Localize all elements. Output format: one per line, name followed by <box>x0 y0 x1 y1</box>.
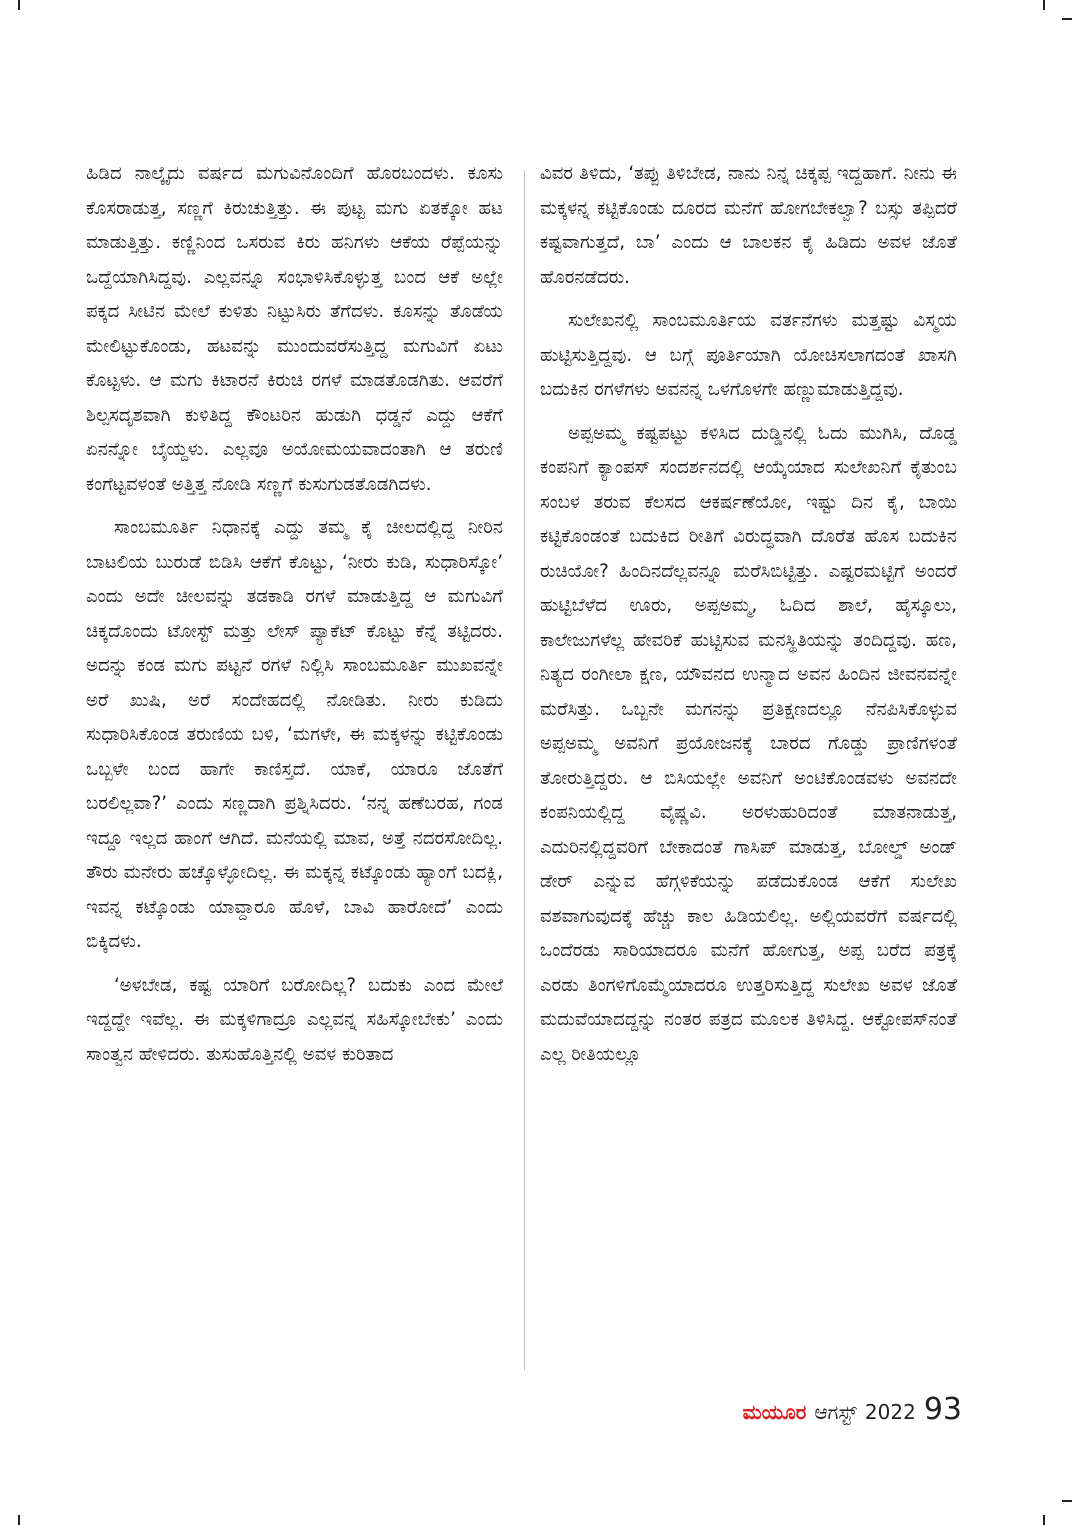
crop-mark-right-lower <box>1062 1500 1072 1502</box>
crop-mark-bottom-right <box>1043 1515 1045 1525</box>
paragraph: ಹಿಡಿದ ನಾಲ್ಕೈದು ವರ್ಷದ ಮಗುವಿನೊಂದಿಗೆ ಹೊರಬಂದಳು. ಕೂಸು ಕೊಸರಾಡುತ್ತ, ಸಣ್ಣಗೆ ಕಿರುಚುತ್ತಿತ್ತು. ಈ ಪುಟ್ಟ ಮಗು ಏತಕ್ಕೋ ಹಟ ಮಾಡುತ್ತಿತ್ತು. ಕಣ್ಣಿನಿಂದ ಒಸರುವ ಕಿರು ಹನಿಗಳು ಆಕೆಯ ರೆಪ್ಪೆಯನ್ನು ಒದ್ದೆಯಾಗಿಸಿದ್ದವು. ಎಲ್ಲವನ್ನೂ ಸಂಭಾಳಿಸಿಕೊಳ್ಳುತ್ತ ಬಂದ ಆಕೆ ಅಲ್ಲೇ ಪಕ್ಕದ ಸೀಟಿನ ಮೇಲೆ ಕುಳಿತು ನಿಟ್ಟುಸಿರು ತೆಗೆದಳು. ಕೂಸನ್ನು ತೊಡೆಯ ಮೇಲಿಟ್ಟುಕೊಂಡು, ಹಟವನ್ನು ಮುಂದುವರೆಸುತ್ತಿದ್ದ ಮಗುವಿಗೆ ಏಟು ಕೊಟ್ಟಳು. ಆ ಮಗು ಕಿಟಾರನೆ ಕಿರುಚಿ ರಗಳೆ ಮಾಡತೊಡಗಿತು. ಆವರೆಗೆ ಶಿಲ್ಪಸದೃಶವಾಗಿ ಕುಳಿತಿದ್ದ ಕೌಂಟರಿನ ಹುಡುಗಿ ಧಡ್ಡನೆ ಎದ್ದು ಆಕೆಗೆ ಏನನ್ನೋ ಬೈಯ್ದಳು. ಎಲ್ಲವೂ ಅಯೋಮಯವಾದಂತಾಗಿ ಆ ತರುಣಿ ಕಂಗೆಟ್ಟವಳಂತೆ ಅತ್ತಿತ್ತ ನೋಡಿ ಸಣ್ಣಗೆ ಕುಸುಗುಡತೊಡಗಿದಳು. <box>86 163 503 495</box>
paragraph: ಸುಲೇಖನಲ್ಲಿ ಸಾಂಬಮೂರ್ತಿಯ ವರ್ತನೆಗಳು ಮತ್ತಷ್ಟು ವಿಸ್ಮಯ ಹುಟ್ಟಿಸುತ್ತಿದ್ದವು. ಆ ಬಗ್ಗೆ ಪೂರ್ತಿಯಾಗಿ ಯೋಚಿಸಲಾಗದಂತೆ ಖಾಸಗಿ ಬದುಕಿನ ರಗಳೆಗಳು ಅವನನ್ನ ಒಳಗೊಳಗೇ ಹಣ್ಣುಮಾಡುತ್ತಿದ್ದವು. <box>540 310 957 400</box>
magazine-name: ಮಯೂರ <box>742 1400 807 1424</box>
left-column <box>86 157 503 1081</box>
paragraph: ಸಾಂಬಮೂರ್ತಿ ನಿಧಾನಕ್ಕೆ ಎದ್ದು ತಮ್ಮ ಕೈ ಚೀಲದಲ್ಲಿದ್ದ ನೀರಿನ ಬಾಟಲಿಯ ಬುರುಡೆ ಬಿಡಿಸಿ ಆಕೆಗೆ ಕೊಟ್ಟು, ‘ನೀರು ಕುಡಿ, ಸುಧಾರಿಸ್ಕೋ’ ಎಂದು ಅದೇ ಚೀಲವನ್ನು ತಡಕಾಡಿ ರಗಳೆ ಮಾಡುತ್ತಿದ್ದ ಆ ಮಗುವಿಗೆ ಚಿಕ್ಕದೊಂದು ಟೋಸ್ಟ್ ಮತ್ತು ಲೇಸ್ ಪ್ಯಾಕೆಟ್ ಕೊಟ್ಟು ಕೆನ್ನೆ ತಟ್ಟಿದರು. ಅದನ್ನು ಕಂಡ ಮಗು ಪಟ್ಟನೆ ರಗಳೆ ನಿಲ್ಲಿಸಿ ಸಾಂಬಮೂರ್ತಿ ಮುಖವನ್ನೇ ಅರೆ ಖುಷಿ, ಅರೆ ಸಂದೇಹದಲ್ಲಿ ನೋಡಿತು. ನೀರು ಕುಡಿದು ಸುಧಾರಿಸಿಕೊಂಡ ತರುಣಿಯ ಬಳಿ, ‘ಮಗಳೇ, ಈ ಮಕ್ಕಳನ್ನು ಕಟ್ಟಿಕೊಂಡು ಒಬ್ಬಳೇ ಬಂದ ಹಾಗೇ ಕಾಣಿಸ್ತದೆ. ಯಾಕೆ, ಯಾರೂ ಜೊತೆಗೆ ಬರಲಿಲ್ಲವಾ?’ ಎಂದು ಸಣ್ಣದಾಗಿ ಪ್ರಶ್ನಿಸಿದರು. ‘ನನ್ನ ಹಣೆಬರಹ, ಗಂಡ ಇದ್ದೂ ಇಲ್ಲದ ಹಾಂಗೆ ಆಗಿದೆ. ಮನೆಯಲ್ಲಿ ಮಾವ, ಅತ್ತೆ ನದರಸೋದಿಲ್ಲ. ತೌರು ಮನೇರು ಹಚ್ಕೊಳ್ಳೋದಿಲ್ಲ. ಈ ಮಕ್ಕನ್ನ ಕಟ್ಕೊಂಡು ಹ್ಯಾಂಗೆ ಬದಕ್ಲಿ, ಇವನ್ನ ಕಟ್ಕೊಂಡು ಯಾವ್ದಾರೂ ಹೊಳೆ, ಬಾವಿ ಹಾರೋದೆ’ ಎಂದು ಬಿಕ್ಕಿದಳು. <box>86 517 503 952</box>
crop-mark-bottom-left <box>18 1515 20 1525</box>
paragraph: ‘ಅಳಬೇಡ, ಕಷ್ಟ ಯಾರಿಗೆ ಬರೋದಿಲ್ಲ? ಬದುಕು ಎಂದ ಮೇಲೆ ಇದ್ದದ್ದೇ ಇವೆಲ್ಲ. ಈ ಮಕ್ಕಳಿಗಾದ್ರೂ ಎಲ್ಲವನ್ನ ಸಹಿಸ್ಕೋಬೇಕು’ ಎಂದು ಸಾಂತ್ವನ ಹೇಳಿದರು. ತುಸುಹೊತ್ತಿನಲ್ಲಿ ಅವಳ ಕುರಿತಾದ <box>86 974 503 1065</box>
issue-year: 2022 <box>864 1400 916 1424</box>
column-divider <box>524 170 525 1370</box>
page-number: 93 <box>923 1392 962 1427</box>
issue-month: ಆಗಸ್ಟ್ <box>814 1400 857 1424</box>
right-column <box>540 157 957 1081</box>
paragraph: ಅಪ್ಪಅಮ್ಮ ಕಷ್ಟಪಟ್ಟು ಕಳಿಸಿದ ದುಡ್ಡಿನಲ್ಲಿ ಓದು ಮುಗಿಸಿ, ದೊಡ್ಡ ಕಂಪನಿಗೆ ಕ್ಯಾಂಪಸ್ ಸಂದರ್ಶನದಲ್ಲಿ ಆಯ್ಕೆಯಾದ ಸುಲೇಖನಿಗೆ ಕೈತುಂಬ ಸಂಬಳ ತರುವ ಕೆಲಸದ ಆಕರ್ಷಣೆಯೋ, ಇಷ್ಟು ದಿನ ಕೈ, ಬಾಯಿ ಕಟ್ಟಿಕೊಂಡಂತೆ ಬದುಕಿದ ರೀತಿಗೆ ವಿರುದ್ಧವಾಗಿ ದೊರೆತ ಹೊಸ ಬದುಕಿನ ರುಚಿಯೋ? ಹಿಂದಿನದೆಲ್ಲವನ್ನೂ ಮರೆಸಿಬಿಟ್ಟಿತ್ತು. ಎಷ್ಟರಮಟ್ಟಿಗೆ ಅಂದರೆ ಹುಟ್ಟಿಬೆಳೆದ ಊರು, ಅಪ್ಪಅಮ್ಮ, ಓದಿದ ಶಾಲೆ, ಹೈಸ್ಕೂಲು, ಕಾಲೇಜುಗಳೆಲ್ಲ ಹೇವರಿಕೆ ಹುಟ್ಟಿಸುವ ಮನಸ್ಥಿತಿಯನ್ನು ತಂದಿದ್ದವು. ಹಣ, ನಿತ್ಯದ ರಂಗೀಲಾ ಕ್ಷಣ, ಯೌವನದ ಉನ್ಮಾದ ಅವನ ಹಿಂದಿನ ಜೀವನವನ್ನೇ ಮರೆಸಿತ್ತು. ಒಬ್ಬನೇ ಮಗನನ್ನು ಪ್ರತಿಕ್ಷಣದಲ್ಲೂ ನೆನಪಿಸಿಕೊಳ್ಳುವ ಅಪ್ಪಅಮ್ಮ ಅವನಿಗೆ ಪ್ರಯೋಜನಕ್ಕೆ ಬಾರದ ಗೊಡ್ಡು ಪ್ರಾಣಿಗಳಂತೆ ತೋರುತ್ತಿದ್ದರು. ಆ ಬಿಸಿಯಲ್ಲೇ ಅವನಿಗೆ ಅಂಟಿಕೊಂಡವಳು ಅವನದೇ ಕಂಪನಿಯಲ್ಲಿದ್ದ ವೈಷ್ಣವಿ. ಅರಳುಹುರಿದಂತೆ ಮಾತನಾಡುತ್ತ, ಎದುರಿನಲ್ಲಿದ್ದವರಿಗೆ ಬೇಕಾದಂತೆ ಗಾಸಿಪ್ ಮಾಡುತ್ತ, ಬೋಲ್ಡ್ ಅಂಡ್ ಡೇರ್ ಎನ್ನುವ ಹೆಗ್ಗಳಿಕೆಯನ್ನು ಪಡೆದುಕೊಂಡ ಆಕೆಗೆ ಸುಲೇಖ ವಶವಾಗುವುದಕ್ಕೆ ಹೆಚ್ಚು ಕಾಲ ಹಿಡಿಯಲಿಲ್ಲ. ಅಲ್ಲಿಯವರೆಗೆ ವರ್ಷದಲ್ಲಿ ಒಂದೆರಡು ಸಾರಿಯಾದರೂ ಮನೆಗೆ ಹೋಗುತ್ತ, ಅಪ್ಪ ಬರೆದ ಪತ್ರಕ್ಕೆ ಎರಡು ತಿಂಗಳಿಗೊಮ್ಮೆಯಾದರೂ ಉತ್ತರಿಸುತ್ತಿದ್ದ ಸುಲೇಖ ಅವಳ ಜೊತೆ ಮದುವೆಯಾದದ್ದನ್ನು ನಂತರ ಪತ್ರದ ಮೂಲಕ ತಿಳಿಸಿದ್ದ. ಆಕ್ಟೋಪಸ್‌ನಂತೆ ಎಲ್ಲ ರೀತಿಯಲ್ಲೂ <box>540 422 957 1065</box>
crop-mark-top-left <box>18 0 20 10</box>
crop-mark-top-right <box>1043 0 1045 10</box>
page-footer <box>743 1392 962 1427</box>
paragraph: ವಿವರ ತಿಳಿದು, ‘ತಪ್ಪು ತಿಳಿಬೇಡ, ನಾನು ನಿನ್ನ ಚಿಕ್ಕಪ್ಪ ಇದ್ದಹಾಗೆ. ನೀನು ಈ ಮಕ್ಕಳನ್ನ ಕಟ್ಟಿಕೊಂಡು ದೂರದ ಮನೆಗೆ ಹೋಗಬೇಕಲ್ವಾ? ಬಸ್ಸು ತಪ್ಪಿದರೆ ಕಷ್ಟವಾಗುತ್ತದೆ, ಬಾ’ ಎಂದು ಆ ಬಾಲಕನ ಕೈ ಹಿಡಿದು ಅವಳ ಜೊತೆ ಹೊರನಡೆದರು. <box>540 163 957 288</box>
crop-mark-right-upper <box>1062 18 1072 20</box>
